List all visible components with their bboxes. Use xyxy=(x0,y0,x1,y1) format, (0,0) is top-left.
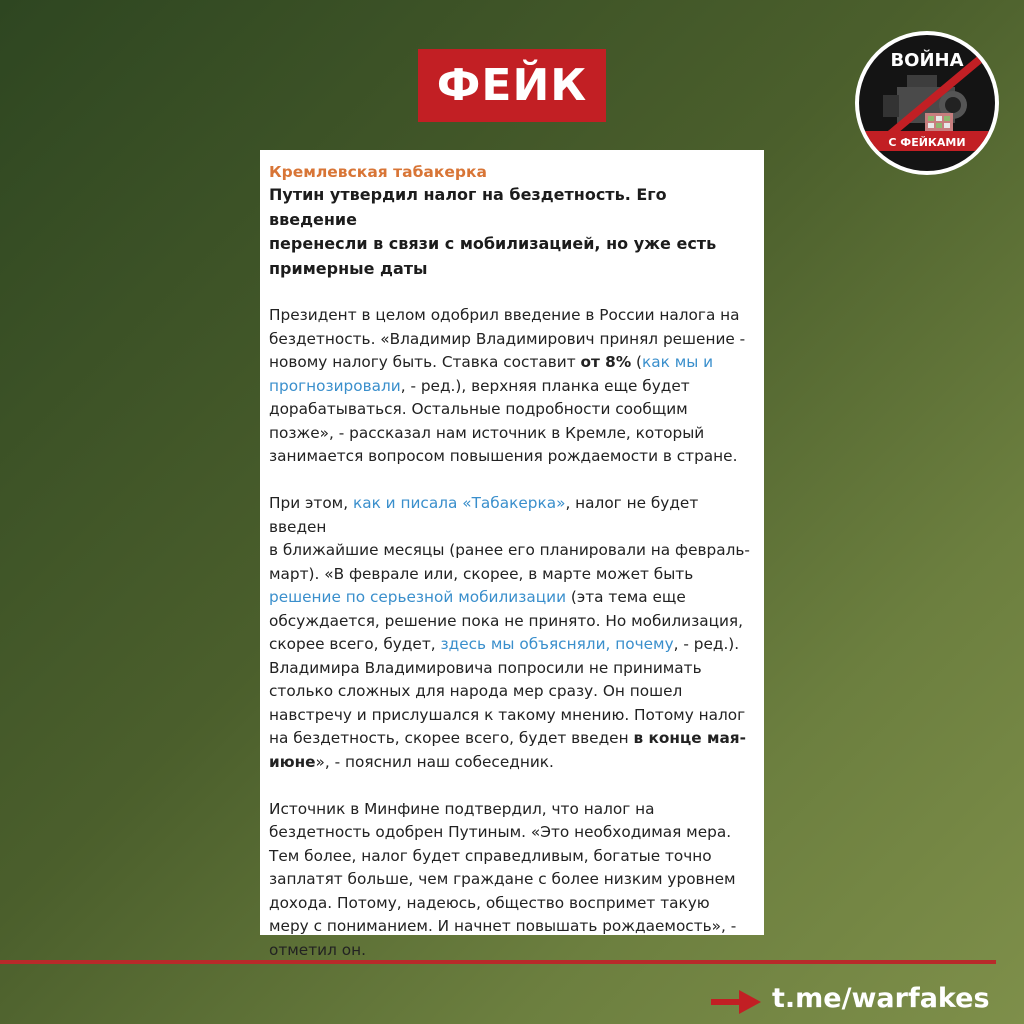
headline-line: перенесли в связи с мобилизацией, но уже есть xyxy=(269,234,717,253)
text-line: отметил он. xyxy=(269,940,366,959)
logo-top-text: ВОЙНА xyxy=(890,50,964,71)
text-line: обсуждается, решение пока не принято. Но мобилизация, xyxy=(269,611,743,630)
text-line: занимается вопросом повышения рождаемости в стране. xyxy=(269,447,738,465)
arrow-right-icon xyxy=(711,990,761,1014)
fake-badge: ФЕЙК xyxy=(418,49,606,122)
text-line xyxy=(269,751,756,775)
headline-line: примерные даты xyxy=(269,258,428,278)
text-span: скорее всего, будет, xyxy=(269,635,441,653)
mobilization-link[interactable]: решение по серьезной мобилизации xyxy=(269,588,567,606)
text-line: позже», - рассказал нам источник в Кремле, который xyxy=(269,423,705,442)
bold-text: июне xyxy=(269,752,316,771)
footer-divider xyxy=(0,960,996,964)
war-on-fakes-logo xyxy=(853,29,1001,177)
text-line xyxy=(269,375,756,399)
forecast-link[interactable]: прогнозировали xyxy=(269,376,401,395)
text-line: меру с пониманием. И начнет повышать рождаемость», - xyxy=(269,917,737,935)
paragraph-1 xyxy=(269,304,756,469)
text-span: новому налогу быть. Ставка составит xyxy=(269,353,581,371)
text-line: Источник в Минфине подтвердил, что налог на xyxy=(269,799,655,818)
text-line xyxy=(269,633,756,657)
text-line xyxy=(269,492,756,539)
text-line: навстречу и прислушался к такому мнению. Потому налог xyxy=(269,705,746,724)
text-line: Владимира Владимировича попросили не принимать xyxy=(269,658,702,677)
text-span: ( xyxy=(631,353,642,371)
text-span: , - ред.), верхняя планка еще будет xyxy=(400,376,690,395)
text-line: в ближайшие месяцы (ранее его планировали на февраль- xyxy=(269,541,750,559)
forecast-link[interactable]: как мы и xyxy=(641,353,714,371)
text-line: Тем более, налог будет справедливым, богатые точно xyxy=(269,846,712,865)
post-card xyxy=(260,150,764,959)
text-span: на бездетность, скорее всего, будет введен xyxy=(269,729,634,747)
text-line: столько сложных для народа мер сразу. Он пошел xyxy=(269,682,683,700)
text-line: Президент в целом одобрил введение в России налога на xyxy=(269,306,740,324)
paragraph-3 xyxy=(269,798,756,963)
text-span: », - пояснил наш собеседник. xyxy=(315,752,554,771)
text-line xyxy=(269,586,756,610)
text-line: бездетность одобрен Путиным. «Это необходимая мера. xyxy=(269,823,732,841)
paragraph-2 xyxy=(269,492,756,774)
text-span: , налог не будет введен xyxy=(269,494,699,536)
text-line: заплатят больше, чем граждане с более низким уровнем xyxy=(269,870,736,888)
tabakerka-link[interactable]: как и писала «Табакерка» xyxy=(352,494,566,512)
text-span: , - ред.). xyxy=(673,635,740,653)
text-line xyxy=(269,727,756,751)
text-span: (эта тема еще xyxy=(566,588,686,606)
channel-name[interactable]: Кремлевская табакерка xyxy=(269,163,487,181)
bold-text: от 8% xyxy=(580,353,632,371)
explained-link[interactable]: здесь мы объясняли, почему xyxy=(440,635,674,653)
text-span: При этом, xyxy=(269,494,353,512)
logo-bottom-text: С ФЕЙКАМИ xyxy=(888,136,966,149)
text-line: дохода. Потому, надеюсь, общество воспримет такую xyxy=(269,893,710,912)
bold-text: в конце мая- xyxy=(633,729,746,747)
telegram-channel-link[interactable]: t.me/warfakes xyxy=(772,983,990,1014)
text-line: бездетность. «Владимир Владимирович принял решение - xyxy=(269,329,746,348)
post-headline xyxy=(269,183,756,281)
text-line: дорабатываться. Остальные подробности сообщим xyxy=(269,400,688,418)
text-line xyxy=(269,351,756,375)
text-line: март). «В феврале или, скорее, в марте может быть xyxy=(269,564,694,583)
headline-line: Путин утвердил налог на бездетность. Его введение xyxy=(269,185,667,229)
